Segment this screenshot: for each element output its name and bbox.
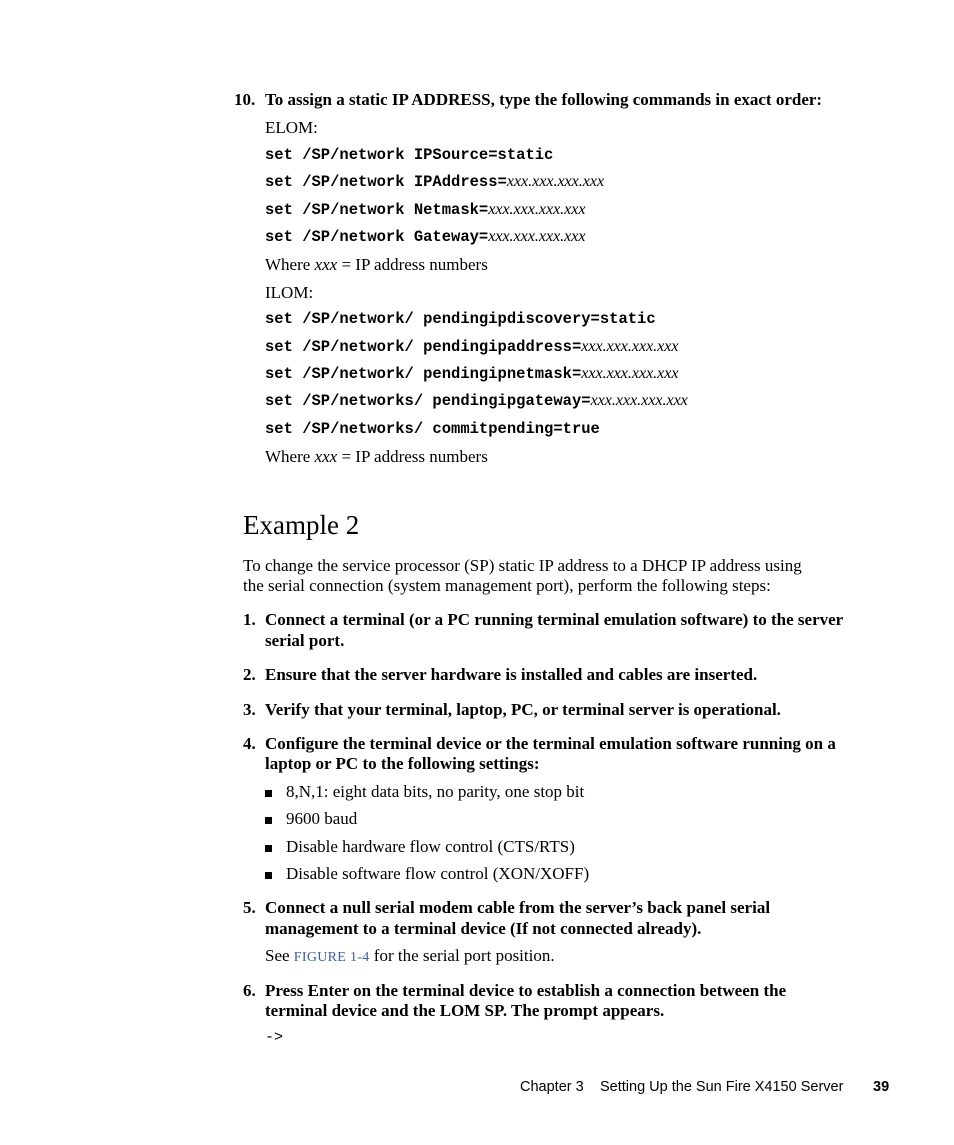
bullet-icon: [265, 817, 272, 824]
step-number: 1.: [243, 610, 256, 629]
bullet-icon: [265, 872, 272, 879]
code-line: set /SP/network/ pendingipnetmask=xxx.xxx.xxx.xxx: [265, 365, 679, 383]
step-number: 3.: [243, 700, 256, 719]
step-number: 6.: [243, 981, 256, 1000]
list-item: Disable software flow control (XON/XOFF): [286, 864, 590, 883]
step-text: Verify that your terminal, laptop, PC, or terminal server is operational.: [265, 700, 781, 719]
step-number: 5.: [243, 898, 256, 917]
code-line: set /SP/network IPSource=static: [265, 146, 554, 164]
step-text: serial port.: [265, 631, 345, 650]
step-text: Press Enter on the terminal device to establish a connection between the: [265, 981, 787, 1000]
code-line: set /SP/networks/ pendingipgateway=xxx.xxx.xxx.xxx: [265, 392, 688, 410]
elom-label: ELOM:: [265, 118, 318, 137]
page-number: 39: [873, 1079, 890, 1095]
bullet-icon: [265, 845, 272, 852]
list-item: Disable hardware flow control (CTS/RTS): [286, 837, 575, 856]
footer-title: Setting Up the Sun Fire X4150 Server: [600, 1079, 844, 1095]
prompt-text: ->: [265, 1029, 284, 1046]
step-text: Connect a terminal (or a PC running terminal emulation software) to the server: [265, 610, 844, 629]
step-text: Connect a null serial modem cable from the server’s back panel serial: [265, 898, 771, 917]
step-number: 2.: [243, 665, 256, 684]
code-line: set /SP/network Gateway=xxx.xxx.xxx.xxx: [265, 228, 586, 246]
figure-link[interactable]: FIGURE 1-4: [293, 950, 370, 965]
code-line: set /SP/network/ pendingipaddress=xxx.xxx.xxx.xxx: [265, 338, 679, 356]
intro-text: To change the service processor (SP) static IP address to a DHCP IP address using: [243, 556, 802, 575]
see-figure-note: See FIGURE 1-4 for the serial port position.: [265, 946, 555, 965]
ilom-label: ILOM:: [265, 283, 314, 302]
where-note: Where xxx = IP address numbers: [265, 447, 488, 466]
step-number: 10.: [234, 90, 256, 109]
where-note: Where xxx = IP address numbers: [265, 255, 488, 274]
step-number: 4.: [243, 734, 256, 753]
intro-text: the serial connection (system management port), perform the following steps:: [243, 576, 771, 595]
code-line: set /SP/networks/ commitpending=true: [265, 420, 600, 438]
code-line: set /SP/network Netmask=xxx.xxx.xxx.xxx: [265, 201, 586, 219]
step-text: terminal device and the LOM SP. The prompt appears.: [265, 1001, 665, 1020]
step-text: Ensure that the server hardware is installed and cables are inserted.: [265, 665, 758, 684]
bullet-icon: [265, 790, 272, 797]
step-text: Configure the terminal device or the terminal emulation software running on a: [265, 734, 836, 753]
list-item: 8,N,1: eight data bits, no parity, one stop bit: [286, 782, 585, 801]
section-heading: Example 2: [243, 510, 360, 540]
list-item: 9600 baud: [286, 809, 358, 828]
step-heading: To assign a static IP ADDRESS, type the following commands in exact order:: [265, 90, 823, 109]
code-line: set /SP/network/ pendingipdiscovery=static: [265, 310, 656, 328]
footer-chapter: Chapter 3: [520, 1079, 584, 1095]
step-text: laptop or PC to the following settings:: [265, 754, 540, 773]
step-text: management to a terminal device (If not connected already).: [265, 919, 702, 938]
code-line: set /SP/network IPAddress=xxx.xxx.xxx.xxx: [265, 173, 605, 191]
